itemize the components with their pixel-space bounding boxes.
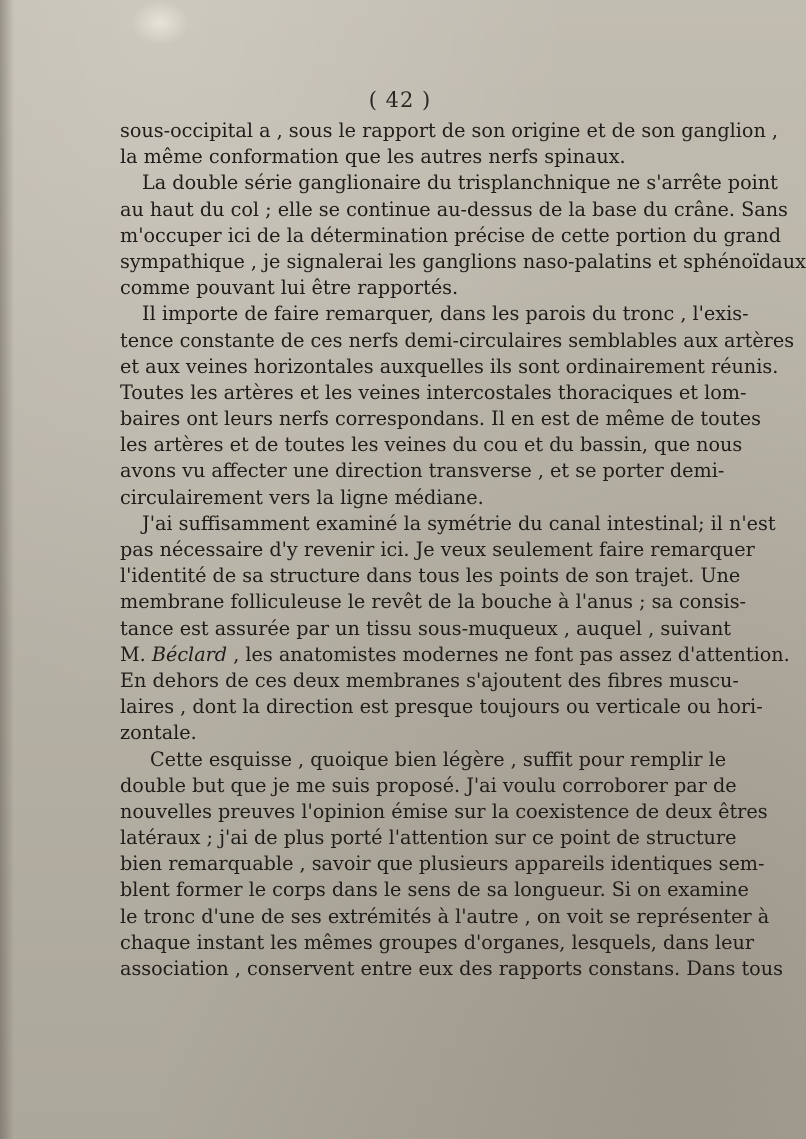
text-line: et aux veines horizontales auxquelles ils sont ordinairement réunis. [120,354,779,378]
text-line: Cette esquisse , quoique bien légère , suffit pour remplir le [150,747,727,771]
text-line: laires , dont la direction est presque toujours ou verticale ou hori- [120,695,763,719]
text-line: M. Béclard , les anatomistes modernes ne font pas assez d'attention. [120,642,790,666]
text-line: association , conservent entre eux des rapports constans. Dans tous [120,957,783,980]
text-line: zontale. [120,721,197,745]
text-line: sympathique , je signalerai les ganglions naso-palatins et sphénoïdaux [120,249,806,273]
text-line: comme pouvant lui être rapportés. [120,276,459,300]
text-line: J'ai suffisamment examiné la symétrie du canal intestinal; il n'est [142,511,776,535]
text-line: les artères et de toutes les veines du cou et du bassin, que nous [120,433,743,457]
text-line: latéraux ; j'ai de plus porté l'attention sur ce point de structure [120,826,737,850]
text-line: blent former le corps dans le sens de sa longueur. Si on examine [120,878,749,902]
text-line: Toutes les artères et les veines intercostales thoraciques et lom- [120,380,747,404]
text-line: m'occuper ici de la détermination précise de cette portion du grand [120,223,782,247]
text-line: pas nécessaire d'y revenir ici. Je veux seulement faire remarquer [120,538,755,561]
text-line: baires ont leurs nerfs correspondans. Il en est de même de toutes [120,407,761,431]
text-line: avons vu affecter une direction transverse , et se porter demi- [120,459,725,483]
text-line: la même conformation que les autres nerfs spinaux. [120,145,626,169]
text-line: sous-occipital a , sous le rapport de son origine et de son ganglion , [120,119,778,142]
text-line: membrane folliculeuse le revêt de la bouche à l'anus ; sa consis- [120,590,747,614]
page-number: ( 42 ) [368,88,432,112]
text-line: chaque instant les mêmes groupes d'organes, lesquels, dans leur [120,930,755,954]
text-line: circulairement vers la ligne médiane. [120,485,484,509]
text-line: En dehors de ces deux membranes s'ajoutent des fibres muscu- [120,668,739,692]
text-line: Il importe de faire remarquer, dans les parois du tronc , l'exis- [142,302,749,326]
text-line: La double série ganglionaire du trisplanchnique ne s'arrête point [142,171,778,195]
paper-smudge [130,0,190,45]
page-edge-shadow [0,0,14,1139]
text-line: tence constante de ces nerfs demi-circulaires semblables aux artères [120,328,795,352]
text-line: double but que je me suis proposé. J'ai voulu corroborer par de [120,773,737,797]
text-line: bien remarquable , savoir que plusieurs appareils identiques sem- [120,852,765,876]
text-line: au haut du col ; elle se continue au-dessus de la base du crâne. Sans [120,197,788,221]
text-line: le tronc d'une de ses extrémités à l'autre , on voit se représenter à [120,904,770,928]
text-line: l'identité de sa structure dans tous les points de son trajet. Une [120,564,741,588]
text-line: nouvelles preuves l'opinion émise sur la coexistence de deux êtres [120,799,768,823]
italic-proper-name: Béclard [151,642,228,666]
body-text [120,118,806,982]
text-line: tance est assurée par un tissu sous-muqueux , auquel , suivant [120,616,732,640]
